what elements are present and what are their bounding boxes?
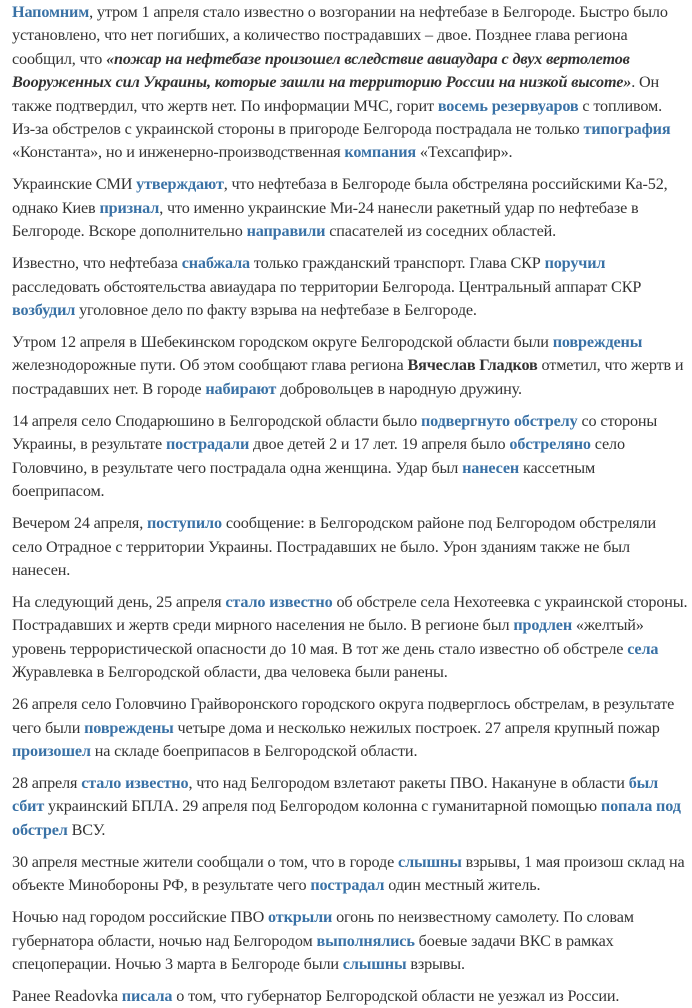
inline-link[interactable]: Напомним <box>12 3 90 21</box>
paragraph-text: отметил, что жертв и пострадавших нет. В городе <box>12 356 684 398</box>
paragraph-text: боевые задачи ВКС в рамках спецоперации. Ночью 3 марта в Белгороде были <box>12 931 614 973</box>
paragraph-text: «желтый» уровень террористической опасности до 10 мая. В тот же день стало известно об обстреле <box>12 616 644 658</box>
inline-link[interactable]: слышны <box>398 852 462 871</box>
paragraph-text: Вечером 24 апреля, <box>12 514 147 533</box>
article-paragraph <box>12 173 688 243</box>
inline-link[interactable]: снабжала <box>181 254 250 273</box>
paragraph-text: украинский БПЛА. 29 апреля под Белгородом колонна с гуманитарной помощью <box>44 797 601 816</box>
article-paragraph <box>12 591 688 685</box>
quote-text: «пожар на нефтебазе произошел вследствие авиаудара с двух вертолетов Вооруженных сил Украины, которые зашли на территорию России на низкой высоте» <box>12 49 632 92</box>
paragraph-text: , что именно украинские Ми-24 нанесли ракетный удар по нефтебазе в Белгороде. Вскоре дополнительно <box>12 198 639 241</box>
paragraph-text: расследовать обстоятельства авиаудара по территории Белгорода. Центральный аппарат СКР <box>12 277 642 296</box>
inline-link[interactable]: стало известно <box>225 592 333 611</box>
paragraph-text: село Головчино, в результате чего пострадала одна женщина. Удар был <box>12 435 625 477</box>
inline-link[interactable]: обстреляно <box>509 435 591 454</box>
paragraph-text: с топливом. Из-за обстрелов с украинской стороны в пригороде Белгорода пострадала не только <box>12 96 662 139</box>
paragraph-text: Утром 12 апреля в Шебекинском городском округе Белгородской области были <box>12 333 553 352</box>
paragraph-text: один местный житель. <box>384 876 541 895</box>
paragraph-text: Ночью над городом российские ПВО <box>12 908 269 927</box>
paragraph-text: только гражданский транспорт. Глава СКР <box>249 254 545 273</box>
article-paragraph <box>12 772 688 842</box>
paragraph-text: 26 апреля село Головчино Грайворонского городского округа подверглось обстрелам, в результате чего были <box>12 695 675 737</box>
paragraph-text: кассетным боеприпасом. <box>12 458 596 501</box>
article-paragraph <box>12 512 688 582</box>
paragraph-text: двое детей 2 и 17 лет. 19 апреля было <box>249 435 510 454</box>
inline-link[interactable]: поступило <box>147 514 222 533</box>
paragraph-text: со стороны Украины, в результате <box>12 411 658 454</box>
inline-link[interactable]: подвергнуто обстрелу <box>420 411 578 430</box>
inline-link[interactable]: повреждены <box>552 333 643 352</box>
paragraph-text: , что над Белгородом взлетают ракеты ПВО. Накануне в области <box>188 773 629 792</box>
paragraph-text: , что нефтебаза в Белгороде была обстреляна российскими Ка-52, однако Киев <box>12 175 668 217</box>
inline-link[interactable]: пострадал <box>310 876 385 895</box>
article-paragraph <box>12 331 688 401</box>
inline-link[interactable]: произошел <box>12 741 91 760</box>
paragraph-text: четыре дома и несколько нежилых построек. 27 апреля крупный пожар <box>173 718 660 737</box>
paragraph-text: 28 апреля <box>12 773 82 792</box>
inline-link[interactable]: набирают <box>205 379 277 398</box>
inline-link[interactable]: попала под обстрел <box>12 797 681 839</box>
article-paragraph <box>12 410 688 504</box>
paragraph-text: «Техсапфир». <box>415 143 513 162</box>
paragraph-text: об обстреле села Нехотеевка с украинской стороны. Пострадавших и жертв среди мирного населения не было. В регионе был <box>12 592 688 635</box>
paragraph-text: Ранее Readovka <box>12 986 122 1005</box>
inline-link[interactable]: выполнялись <box>316 931 415 950</box>
paragraph-text: . Он также подтвердил, что жертв нет. По информации МЧС, горит <box>12 73 660 115</box>
paragraph-text: уголовное дело по факту взрыва на нефтебазе в Белгороде. <box>75 301 477 320</box>
article-paragraph <box>12 252 688 322</box>
paragraph-text: Украинские СМИ <box>12 175 137 194</box>
paragraph-text: железнодорожные пути. Об этом сообщают глава региона <box>12 356 408 375</box>
article-paragraph <box>12 1 688 165</box>
paragraph-text: добровольцев в народную дружину. <box>276 379 522 398</box>
inline-link[interactable]: утверждают <box>136 175 224 194</box>
paragraph-text: взрывы. <box>406 954 465 973</box>
paragraph-text: 30 апреля местные жители сообщали о том, что в городе <box>12 852 399 871</box>
inline-link[interactable]: возбудил <box>12 301 76 320</box>
paragraph-text: взрывы, 1 мая произош склад на объекте Минобороны РФ, в результате чего <box>12 852 685 895</box>
article-paragraph <box>12 906 688 976</box>
paragraph-text: 14 апреля село Сподарюшино в Белгородской области было <box>12 411 421 430</box>
inline-link[interactable]: повреждены <box>84 718 174 737</box>
paragraph-text: спасателей из соседних областей. <box>325 222 557 241</box>
paragraph-text: огонь по неизвестному самолету. По словам губернатора области, ночью над Белгородом <box>12 908 634 950</box>
inline-link[interactable]: направили <box>246 222 326 241</box>
inline-link[interactable]: слышны <box>342 954 407 973</box>
inline-link[interactable]: признал <box>99 198 160 217</box>
inline-link[interactable]: типография <box>583 120 671 139</box>
inline-link[interactable]: продлен <box>513 616 573 635</box>
inline-link[interactable]: компания <box>344 143 416 162</box>
paragraph-text: сообщение: в Белгородском районе под Белгородом обстреляли село Отрадное с территории Украины. Пострадавших не было. Урон зданиям также не был нанесен. <box>12 514 657 579</box>
inline-link[interactable]: был сбит <box>12 773 659 816</box>
paragraph-text: На следующий день, 25 апреля <box>12 592 226 611</box>
inline-link[interactable]: стало известно <box>81 773 189 792</box>
inline-link[interactable]: пострадали <box>165 435 250 454</box>
paragraph-text: Известно, что нефтебаза <box>12 254 182 273</box>
article-paragraph <box>12 851 688 898</box>
inline-link[interactable]: поручил <box>544 254 606 273</box>
article-paragraph <box>12 985 688 1008</box>
paragraph-text: на складе боеприпасов в Белгородской области. <box>90 741 418 760</box>
paragraph-text: ВСУ. <box>67 820 106 839</box>
paragraph-text: «Константа», но и инженерно-производственная <box>12 143 345 162</box>
inline-link[interactable]: писала <box>121 986 173 1005</box>
inline-link[interactable]: восемь резервуаров <box>437 96 579 115</box>
article-paragraph <box>12 693 688 763</box>
paragraph-text: , утром 1 апреля стало известно о возгорании на нефтебазе в Белгороде. Быстро было установлено, что нет погибших, а количество пострадавших – двое. Позднее глава региона сообщил, что <box>12 3 668 68</box>
paragraph-text: о том, что губернатор Белгородской области не уезжал из России. <box>172 986 620 1005</box>
inline-link[interactable]: нанесен <box>462 458 520 477</box>
paragraph-text: Журавлевка в Белгородской области, два человека были ранены. <box>12 663 448 682</box>
person-name: Вячеслав Гладков <box>407 356 538 375</box>
inline-link[interactable]: открыли <box>268 908 333 927</box>
inline-link[interactable]: села <box>627 639 659 658</box>
